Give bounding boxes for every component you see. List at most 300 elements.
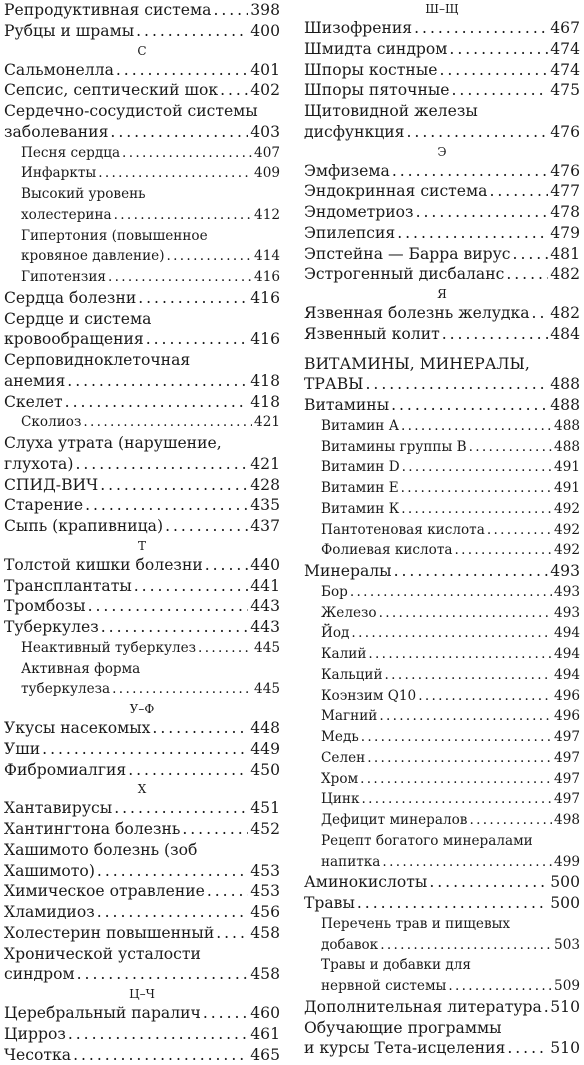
entry-title: анемия	[4, 371, 65, 392]
section-letter-header: У–Ф	[4, 700, 280, 718]
leader-dots	[357, 893, 548, 914]
index-entry	[304, 39, 580, 60]
leader-dots	[361, 789, 552, 810]
index-subentry	[304, 520, 580, 541]
entry-title: Дополнительная литература	[304, 997, 542, 1018]
index-entry	[4, 923, 280, 944]
section-letter-header: Т	[4, 537, 280, 555]
index-subentry	[4, 163, 280, 184]
entry-line	[4, 184, 280, 205]
entry-title: Пантотеновая кислота	[321, 520, 485, 541]
section-letter-header: Х	[4, 780, 280, 798]
page-number: 481	[550, 244, 580, 265]
entry-title: Цинк	[321, 789, 359, 810]
leader-dots	[198, 638, 252, 659]
entry-line	[4, 329, 280, 350]
entry-title: Толстой кишки болезни	[4, 555, 203, 576]
leader-dots	[112, 679, 252, 700]
leader-dots	[532, 303, 549, 324]
page-number: 503	[554, 935, 580, 956]
entry-title: Активная форма	[21, 659, 140, 680]
page-number: 494	[554, 665, 580, 686]
page-number: 479	[550, 223, 580, 244]
index-subentry	[4, 267, 280, 288]
index-entry	[4, 475, 280, 496]
page-number: 488	[554, 437, 580, 458]
index-column-left	[4, 0, 280, 1065]
index-entry	[4, 392, 280, 413]
page-number: 400	[250, 21, 280, 42]
entry-line	[4, 60, 280, 81]
index-subentry	[4, 412, 280, 433]
leader-dots	[350, 582, 552, 603]
index-entry	[4, 739, 280, 760]
entry-title: Хронической усталости	[4, 944, 201, 965]
entry-line	[4, 101, 280, 122]
index-entry	[4, 80, 280, 101]
entry-line	[304, 244, 580, 265]
entry-line	[4, 739, 280, 760]
index-entry	[304, 181, 580, 202]
page-number: 488	[554, 416, 580, 437]
entry-line	[4, 923, 280, 944]
index-entry	[4, 101, 280, 143]
index-subentry	[304, 457, 580, 478]
entry-line	[4, 143, 280, 164]
entry-line	[4, 881, 280, 902]
entry-title: глухота)	[4, 454, 73, 475]
entry-line	[304, 955, 580, 976]
leader-dots	[360, 769, 552, 790]
page-number: 453	[250, 861, 280, 882]
page-number: 437	[250, 516, 280, 537]
entry-title: Трансплантаты	[4, 576, 132, 597]
entry-title: Эпилепсия	[304, 223, 395, 244]
entry-line	[304, 1038, 580, 1059]
leader-dots	[98, 163, 252, 184]
page-number: 418	[250, 371, 280, 392]
entry-title: Слуха утрата (нарушение,	[4, 433, 222, 454]
leader-dots	[397, 223, 548, 244]
entry-line	[304, 644, 580, 665]
entry-line	[304, 893, 580, 914]
entry-title: Хашимото болезнь (зоб	[4, 840, 197, 861]
index-entry	[4, 1003, 280, 1024]
leader-dots	[83, 412, 252, 433]
entry-title: Хашимото)	[4, 861, 95, 882]
entry-line	[304, 457, 580, 478]
entry-line	[4, 1024, 280, 1045]
leader-dots	[391, 395, 548, 416]
page-number: 421	[250, 454, 280, 475]
index-entry	[4, 309, 280, 351]
entry-title: Витамин D	[321, 457, 400, 478]
entry-title: Дефицит минералов	[321, 810, 467, 831]
entry-line	[304, 540, 580, 561]
entry-line	[304, 665, 580, 686]
leader-dots	[88, 596, 249, 617]
entry-line	[4, 350, 280, 371]
entry-title: Калий	[321, 644, 366, 665]
page-number: 474	[550, 60, 580, 81]
entry-title: Эстрогенный дисбаланс	[304, 264, 504, 285]
entry-title: Перечень трав и пищевых	[321, 914, 510, 935]
entry-title: напитка	[321, 852, 380, 873]
entry-title: Чесотка	[4, 1045, 71, 1065]
entry-title: туберкулеза	[21, 679, 110, 700]
leader-dots	[439, 60, 548, 81]
index-entry	[4, 433, 280, 475]
page-number: 449	[250, 739, 280, 760]
leader-dots	[97, 861, 248, 882]
entry-line	[304, 872, 580, 893]
entry-title: Травы	[304, 893, 355, 914]
entry-title: Витамины группы В	[321, 437, 467, 458]
entry-title: Витамин Е	[321, 478, 399, 499]
page-number: 491	[554, 478, 580, 499]
entry-line	[304, 976, 580, 997]
entry-line	[4, 659, 280, 680]
entry-line	[304, 60, 580, 81]
entry-line	[4, 371, 280, 392]
entry-title: Сердце и система	[4, 309, 151, 330]
leader-dots	[134, 576, 248, 597]
entry-line	[304, 416, 580, 437]
leader-dots	[469, 437, 552, 458]
leader-dots	[394, 561, 549, 582]
entry-line	[304, 706, 580, 727]
entry-line	[4, 267, 280, 288]
entry-line	[304, 18, 580, 39]
entry-line	[4, 555, 280, 576]
leader-dots	[368, 644, 552, 665]
leader-dots	[167, 246, 253, 267]
index-subentry	[4, 184, 280, 226]
index-subentry	[304, 789, 580, 810]
leader-dots	[100, 475, 248, 496]
page-number: 452	[250, 819, 280, 840]
page-number: 451	[250, 798, 280, 819]
entry-line	[4, 495, 280, 516]
page-number: 499	[554, 852, 580, 873]
page-number: 497	[554, 727, 580, 748]
leader-dots	[469, 810, 552, 831]
index-entry	[4, 840, 280, 882]
page-number: 402	[250, 80, 280, 101]
entry-title: Холестерин повышенный	[4, 923, 214, 944]
page-number: 458	[250, 923, 280, 944]
page-number: 465	[250, 1045, 280, 1065]
entry-line	[304, 520, 580, 541]
leader-dots	[489, 181, 548, 202]
page-number: 443	[250, 596, 280, 617]
entry-line	[4, 798, 280, 819]
index-subentry	[304, 499, 580, 520]
section-letter-header: Ц–Ч	[4, 985, 280, 1003]
entry-line	[304, 582, 580, 603]
leader-dots	[42, 739, 248, 760]
page-number: 401	[250, 60, 280, 81]
page-number: 510	[550, 997, 580, 1018]
index-subentry	[304, 914, 580, 956]
entry-line	[4, 840, 280, 861]
leader-dots	[152, 718, 248, 739]
entry-title: Эндокринная система	[304, 181, 487, 202]
entry-line	[4, 576, 280, 597]
entry-line	[304, 810, 580, 831]
index-entry	[304, 60, 580, 81]
entry-title: Тромбозы	[4, 596, 86, 617]
page-number: 435	[250, 495, 280, 516]
index-subentry	[304, 665, 580, 686]
entry-line	[4, 392, 280, 413]
page-number: 493	[554, 603, 580, 624]
index-entry	[4, 798, 280, 819]
page-number: 510	[550, 1038, 580, 1059]
entry-line	[4, 475, 280, 496]
entry-line	[304, 223, 580, 244]
page-number: 467	[550, 18, 580, 39]
leader-dots	[85, 495, 248, 516]
entry-title: Витамин А	[321, 416, 399, 437]
entry-title: Аминокислоты	[304, 872, 427, 893]
index-entry	[4, 718, 280, 739]
entry-line	[4, 226, 280, 247]
index-entry	[4, 495, 280, 516]
leader-dots	[116, 60, 248, 81]
entry-title: Селен	[321, 748, 365, 769]
index-entry	[4, 819, 280, 840]
page-number: 416	[254, 267, 280, 288]
leader-dots	[220, 80, 248, 101]
page-number: 488	[550, 374, 580, 395]
index-entry	[304, 223, 580, 244]
index-entry	[4, 596, 280, 617]
entry-line	[304, 181, 580, 202]
entry-line	[304, 769, 580, 790]
page-number: 476	[550, 161, 580, 182]
entry-title: и курсы Тета-исцеления	[304, 1038, 505, 1059]
page-number: 445	[254, 679, 280, 700]
leader-dots	[205, 555, 249, 576]
index-column-right	[304, 0, 580, 1059]
index-entry	[4, 21, 280, 42]
leader-dots	[513, 244, 549, 265]
leader-dots	[138, 288, 248, 309]
entry-title: Фолиевая кислота	[321, 540, 452, 561]
index-subentry	[304, 727, 580, 748]
entry-line	[4, 718, 280, 739]
entry-line	[304, 623, 580, 644]
leader-dots	[380, 935, 552, 956]
entry-line	[4, 944, 280, 965]
index-subentry	[304, 748, 580, 769]
index-subentry	[4, 638, 280, 659]
index-entry	[304, 354, 580, 396]
index-entry	[4, 0, 280, 21]
entry-title: Сальмонелла	[4, 60, 114, 81]
entry-title: Шпоры костные	[304, 60, 437, 81]
entry-line	[4, 516, 280, 537]
leader-dots	[487, 520, 552, 541]
index-entry	[4, 555, 280, 576]
leader-dots	[401, 499, 552, 520]
entry-title: Гипертония (повышенное	[21, 226, 208, 247]
page-number: 458	[250, 964, 280, 985]
entry-title: Щитовидной железы	[304, 101, 478, 122]
entry-title: Эпстейна — Барра вирус	[304, 244, 511, 265]
index-subentry	[304, 416, 580, 437]
page-number: 500	[550, 872, 580, 893]
index-entry	[4, 576, 280, 597]
leader-dots	[414, 18, 548, 39]
entry-title: Обучающие программы	[304, 1018, 502, 1039]
page-number: 494	[554, 644, 580, 665]
leader-dots	[122, 143, 252, 164]
index-entry	[304, 303, 580, 324]
entry-title: Бор	[321, 582, 348, 603]
entry-line	[304, 997, 580, 1018]
page-number: 492	[554, 540, 580, 561]
leader-dots	[379, 603, 552, 624]
entry-line	[4, 454, 280, 475]
entry-line	[4, 412, 280, 433]
leader-dots	[379, 706, 552, 727]
leader-dots	[203, 1003, 248, 1024]
entry-title: Песня сердца	[21, 143, 120, 164]
index-entry	[4, 60, 280, 81]
entry-line	[304, 914, 580, 935]
leader-dots	[114, 205, 252, 226]
entry-title: добавок	[321, 935, 378, 956]
page-number: 493	[554, 582, 580, 603]
entry-title: Репродуктивная система	[4, 0, 211, 21]
index-entry	[304, 101, 580, 143]
leader-dots	[454, 540, 552, 561]
entry-title: Шизофрения	[304, 18, 412, 39]
entry-title: Серповидноклеточная	[4, 350, 190, 371]
entry-title: Высокий уровень	[21, 184, 146, 205]
entry-line	[4, 80, 280, 101]
page-number: 478	[550, 202, 580, 223]
entry-line	[4, 964, 280, 985]
index-entry	[4, 944, 280, 986]
page-number: 492	[554, 520, 580, 541]
page-number: 441	[250, 576, 280, 597]
entry-title: Скелет	[4, 392, 63, 413]
entry-title: Хром	[321, 769, 358, 790]
index-entry	[304, 561, 580, 582]
index-entry	[304, 264, 580, 285]
leader-dots	[182, 819, 248, 840]
page-number: 445	[254, 638, 280, 659]
page-number: 500	[550, 893, 580, 914]
entry-title: дисфункция	[304, 122, 405, 143]
entry-line	[4, 1003, 280, 1024]
index-entry	[4, 617, 280, 638]
entry-title: холестерина	[21, 205, 112, 226]
index-entry	[304, 893, 580, 914]
leader-dots	[108, 267, 252, 288]
entry-title: Магний	[321, 706, 377, 727]
page-number: 494	[554, 623, 580, 644]
entry-line	[4, 433, 280, 454]
entry-line	[4, 861, 280, 882]
leader-dots	[418, 686, 552, 707]
entry-title: Гипотензия	[21, 267, 106, 288]
page-number: 460	[250, 1003, 280, 1024]
leader-dots	[366, 374, 549, 395]
entry-title: Уши	[4, 739, 40, 760]
entry-title: Коэнзим Q10	[321, 686, 416, 707]
index-entry	[4, 902, 280, 923]
leader-dots	[442, 324, 549, 345]
index-entry	[304, 1018, 580, 1060]
entry-line	[4, 617, 280, 638]
entry-title: синдром	[4, 964, 75, 985]
index-subentry	[304, 644, 580, 665]
entry-line	[4, 309, 280, 330]
page-number: 474	[550, 39, 580, 60]
page-number: 488	[550, 395, 580, 416]
entry-title: Цирроз	[4, 1024, 66, 1045]
index-subentry	[304, 603, 580, 624]
page-number: 416	[250, 288, 280, 309]
index-subentry	[304, 540, 580, 561]
leader-dots	[448, 976, 552, 997]
entry-line	[4, 288, 280, 309]
page-number: 403	[250, 122, 280, 143]
page-number: 421	[254, 412, 280, 433]
entry-line	[304, 122, 580, 143]
index-subentry	[304, 623, 580, 644]
page-number: 491	[554, 457, 580, 478]
leader-dots	[507, 1038, 548, 1059]
entry-line	[304, 686, 580, 707]
leader-dots	[213, 0, 248, 21]
leader-dots	[146, 329, 249, 350]
entry-line	[304, 935, 580, 956]
entry-title: Сколиоз	[21, 412, 81, 433]
entry-line	[4, 122, 280, 143]
leader-dots	[449, 39, 548, 60]
entry-line	[4, 163, 280, 184]
entry-line	[4, 819, 280, 840]
entry-title: СПИД-ВИЧ	[4, 475, 98, 496]
page-number: 428	[250, 475, 280, 496]
entry-title: Неактивный туберкулез	[21, 638, 196, 659]
index-entry	[4, 881, 280, 902]
page-number: 496	[554, 706, 580, 727]
index-entry	[304, 395, 580, 416]
entry-title: Минералы	[304, 561, 392, 582]
leader-dots	[416, 202, 549, 223]
index-entry	[4, 288, 280, 309]
index-subentry	[304, 686, 580, 707]
entry-title: Хантингтона болезнь	[4, 819, 180, 840]
page-number: 418	[250, 392, 280, 413]
leader-dots	[68, 1024, 248, 1045]
page-number: 450	[250, 760, 280, 781]
page-number: 412	[254, 205, 280, 226]
entry-title: Химическое отравление	[4, 881, 205, 902]
page-number: 476	[550, 122, 580, 143]
leader-dots	[97, 902, 249, 923]
leader-dots	[136, 21, 248, 42]
page-number: 482	[550, 264, 580, 285]
entry-line	[304, 374, 580, 395]
entry-title: Сердца болезни	[4, 288, 136, 309]
